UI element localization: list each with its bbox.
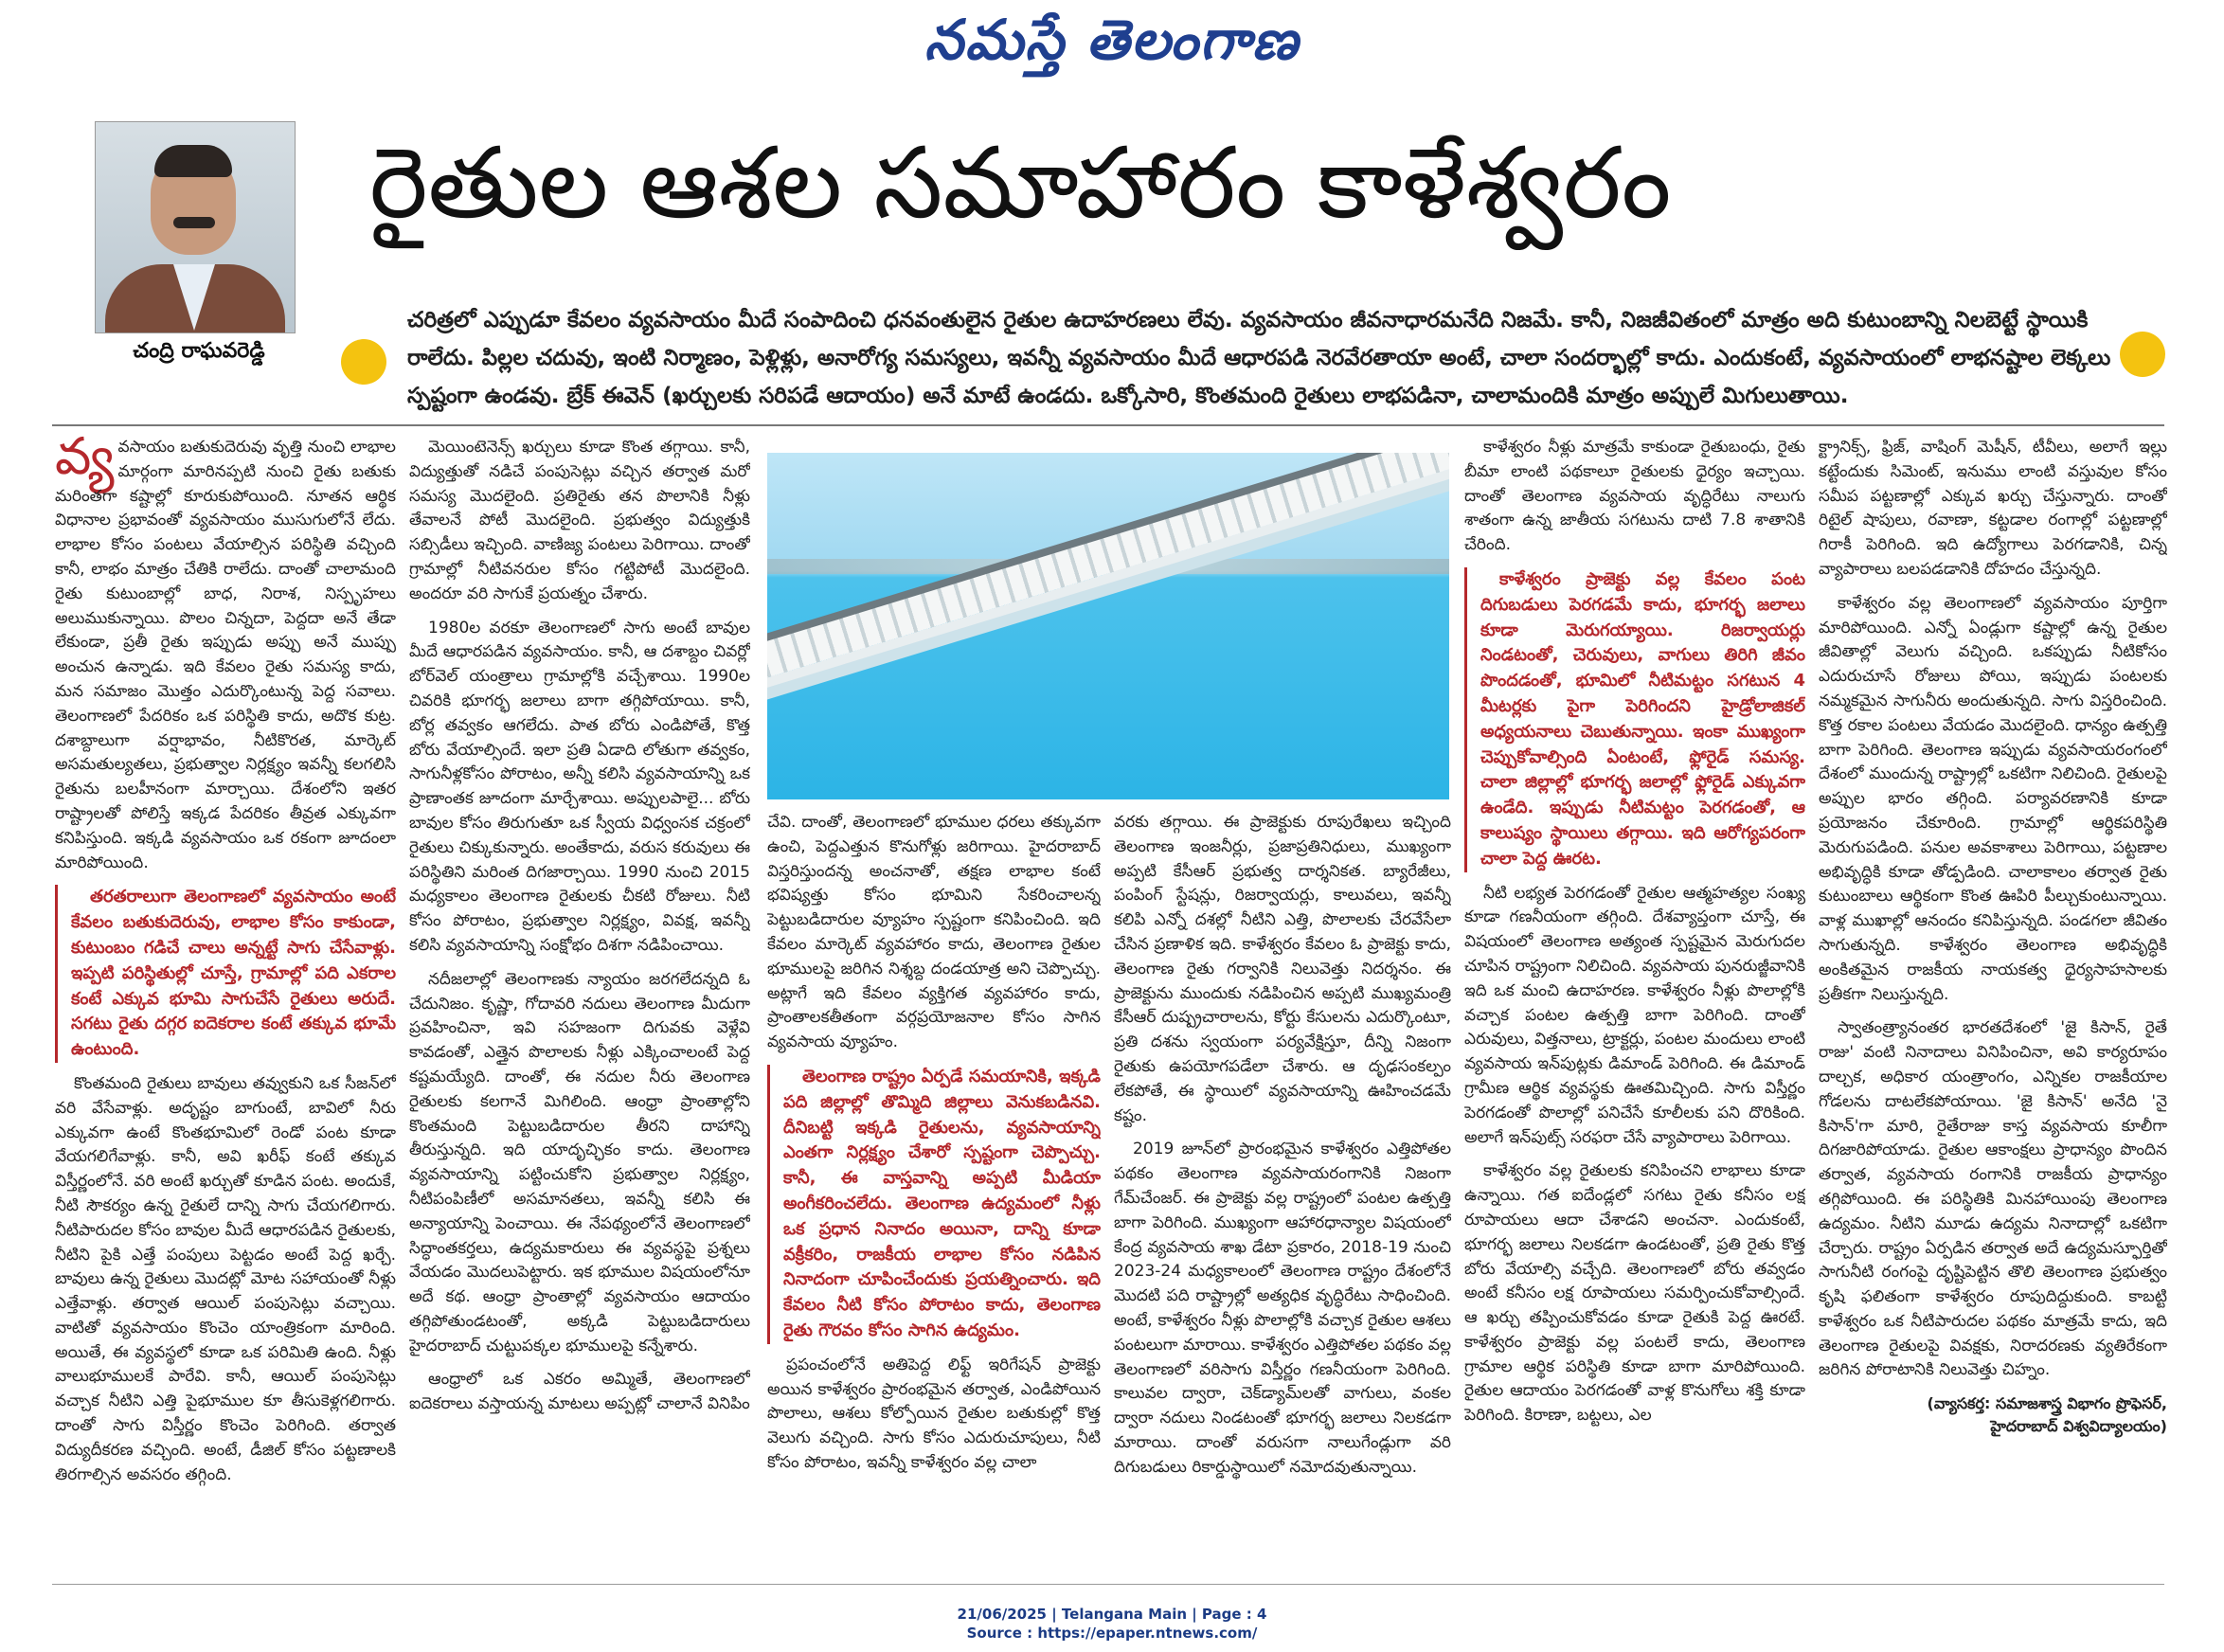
column-6 bbox=[1819, 436, 2167, 1577]
column-1 bbox=[55, 436, 396, 1577]
column-4 bbox=[1114, 811, 1451, 1578]
affiliation-line: హైదరాబాద్ విశ్వవిద్యాలయం) bbox=[1990, 1417, 2167, 1436]
paragraph: స్వాతంత్ర్యానంతర భారతదేశంలో 'జై కిసాన్, రైతే రాజు' వంటి నినాదాలు వినిపించినా, అవి కార్యరూపం దాల్చక, అధికార యంత్రాంగం, ఎన్నికల రాజకీయాల గోడలను దాటలేకపోయాయి. 'జై కిసాన్' అనేది 'నై కిసాన్'గా మారి, రైతేరాజు కాస్త వ్యవసాయ కూలీగా దిగజారిపోయాడు. రైతుల ఆకాంక్షలు ప్రాధాన్యం పొందిన తర్వాత, వ్యవసాయ రంగానికి రాజకీయ ప్రాధాన్యం తగ్గిపోయింది. ఈ పరిస్థితికి మినహాయింపు తెలంగాణ ఉద్యమం. నీటిని మూడు ఉద్యమ నినాదాల్లో ఒకటిగా చేర్చారు. రాష్ట్రం ఏర్పడిన తర్వాత అదే ఉద్యమస్ఫూర్తితో సాగునీటి రంగంపై దృష్టిపెట్టిన తొలి తెలంగాణ ప్రభుత్వం కృషి ఫలితంగా కాళేశ్వరం రూపుదిద్దుకుంది. కాబట్టి కాళేశ్వరం ఒక నీటిపారుదల పథకం మాత్రమే కాదు, ఇది తెలంగాణ రైతులపై వివక్షకు, నిరాదరణకు వ్యతిరేకంగా జరిగిన పోరాటానికి నిలువెత్తు చిహ్నం. bbox=[1819, 1018, 2167, 1380]
paragraph: 2019 జూన్‌లో ప్రారంభమైన కాళేశ్వరం ఎత్తిపోతల పథకం తెలంగాణ వ్యవసాయరంగానికి నిజంగా గేమ్‌చేంజర్. ఈ ప్రాజెక్టు వల్ల రాష్ట్రంలో పంటల ఉత్పత్తి బాగా పెరిగింది. ముఖ్యంగా ఆహారధాన్యాల విషయంలో కేంద్ర వ్యవసాయ శాఖ డేటా ప్రకారం, 2018-19 నుంచి 2023-24 మధ్యకాలంలో తెలంగాణ రాష్ట్రం దేశంలోనే మొదటి పది రాష్ట్రాల్లో అత్యధిక వృద్ధిరేటు సాధించింది. అంటే, కాళేశ్వరం నీళ్లు పొలాల్లోకి వచ్చాక రైతుల ఆశలు పంటలుగా మారాయి. కాళేశ్వరం ఎత్తిపోతల పథకం వల్ల తెలంగాణలో వరిసాగు విస్తీర్ణం గణనీయంగా పెరిగింది. కాలువల ద్వారా, చెక్‌డ్యామ్‌లతో వాగులు, వంకల ద్వారా నదులు నిండటంతో భూగర్భ జలాలు నిలకడగా మారాయి. దాంతో వరుసగా నాలుగేండ్లుగా వరి దిగుబడులు రికార్డుస్థాయిలో నమోదవుతున్నాయి. bbox=[1114, 1140, 1451, 1477]
paragraph: కాళేశ్వరం వల్ల రైతులకు కనిపించని లాభాలు కూడా ఉన్నాయి. గత ఐదేండ్లలో సగటు రైతు కనీసం లక్ష రూపాయలు ఆదా చేశాడని అంచనా. ఎందుకంటే, భూగర్భ జలాలు నిలకడగా ఉండటంతో, ప్రతి రైతు కొత్త బోరు వేయాల్సి వచ్చేది. తెలంగాణలో బోరు తవ్వడం అంటే కనీసం లక్ష రూపాయలు సమర్పించుకోవాల్సిందే. ఆ ఖర్చు తప్పించుకోవడం కూడా రైతుకి పెద్ద ఊరటే. కాళేశ్వరం ప్రాజెక్టు వల్ల పంటలే కాదు, తెలంగాణ గ్రామాల ఆర్థిక పరిస్థితి కూడా బాగా మారిపోయింది. రైతుల ఆదాయం పెరగడంతో వాళ్ల కొనుగోలు శక్తి కూడా పెరిగింది. కిరాణా, బట్టలు, ఎల bbox=[1464, 1161, 1805, 1426]
barrage-photo bbox=[767, 453, 1449, 799]
pull-quote: కాళేశ్వరం ప్రాజెక్టు వల్ల కేవలం పంట దిగుబడులు పెరగడమే కాదు, భూగర్భ జలాలు కూడా మెరుగయ్యాయి. రిజర్వాయర్లు నిండటంతో, చెరువులు, వాగులు తిరిగి జీవం పొందడంతో, భూమిలో నీటిమట్టం సగటున 4 మీటర్లకు పైగా పెరిగిందని హైడ్రోలాజికల్ అధ్యయనాలు చెబుతున్నాయి. ఇంకా ముఖ్యంగా చెప్పుకోవాల్సింది ఏంటంటే, ఫ్లోరైడ్ సమస్య. చాలా జిల్లాల్లో భూగర్భ జలాల్లో ఫ్లోరైడ్ ఎక్కువగా ఉండేది. ఇప్పుడు నీటిమట్టం పెరగడంతో, ఆ కాలుష్యం స్థాయిలు తగ్గాయి. ఇది ఆరోగ్యపరంగా చాలా పెద్ద ఊరట. bbox=[1464, 567, 1805, 872]
headline: రైతుల ఆశల సమాహారం కాళేశ్వరం bbox=[369, 125, 1672, 241]
paragraph: ఆంధ్రాలో ఒక ఎకరం అమ్మితే, తెలంగాణలో ఐదెకరాలు వస్తాయన్న మాటలు అప్పట్లో చాలానే వినిపిం bbox=[409, 1370, 750, 1414]
author-photo bbox=[95, 121, 296, 333]
affiliation-line: (వ్యాసకర్త: సమాజశాస్త్ర విభాగం ప్రొఫెసర్, bbox=[1927, 1394, 2167, 1413]
pull-quote: తరతరాలుగా తెలంగాణలో వ్యవసాయం అంటే కేవలం బతుకుదెరువు, లాభాల కోసం కాకుండా, కుటుంబం గడిచే చాలు అన్నట్టే సాగు చేసేవాళ్లు. ఇప్పటి పరిస్థితుల్లో చూస్తే, గ్రామాల్లో పది ఎకరాల కంటే ఎక్కువ భూమి సాగుచేసే రైతులు అరుదే. సగటు రైతు దగ్గర ఐదెకరాల కంటే తక్కువ భూమే ఉంటుంది. bbox=[55, 885, 396, 1063]
paragraph: క్ట్రానిక్స్, ఫ్రిజ్, వాషింగ్ మెషీన్, టీవీలు, అలాగే ఇల్లు కట్టేందుకు సిమెంట్, ఇనుము లాంటి వస్తువుల కోసం సమీప పట్టణాల్లో ఎక్కువ ఖర్చు చేస్తున్నారు. దాంతో రిటైల్ షాపులు, రవాణా, కట్టడాల రంగాల్లో పట్టణాల్లో గిరాకీ పెరిగింది. ఇది ఉద్యోగాలు పెరగడానికి, చిన్న వ్యాపారాలు బలపడడానికి దోహదం చేస్తున్నది. bbox=[1819, 438, 2167, 579]
edition-info: 21/06/2025 | Telangana Main | Page : 4 bbox=[957, 1606, 1267, 1623]
paragraph: చేవి. దాంతో, తెలంగాణలో భూముల ధరలు తక్కువగా ఉంచి, పెద్దఎత్తున కొనుగోళ్లు జరిగాయి. హైదరాబాద్ విస్తరిస్తుందన్న అంచనాతో, తక్షణ లాభాల కంటే భవిష్యత్తు కోసం భూమిని సేకరించాలన్న పెట్టుబడిదారుల వ్యూహం స్పష్టంగా కనిపించింది. ఇది కేవలం మార్కెట్ వ్యవహారం కాదు, తెలంగాణ రైతుల భూములపై జరిగిన నిశ్శబ్ద దండయాత్ర అని చెప్పొచ్చు. అట్లాగే ఇది కేవలం వ్యక్తిగత వ్యవహారం కాదు, ప్రాంతాలకతీతంగా వర్గప్రయోజనాల కోసం సాగిన వ్యవసాయ వ్యూహం. bbox=[767, 813, 1101, 1052]
paragraph: ప్రపంచంలోనే అతిపెద్ద లిఫ్ట్ ఇరిగేషన్ ప్రాజెక్టు అయిన కాళేశ్వరం ప్రారంభమైన తర్వాత, ఎండిపోయిన పొలాలు, ఆశలు కోల్పోయిన రైతుల బతుకుల్లో కొత్త వెలుగు వచ్చింది. సాగు కోసం ఎదురుచూపులు, నీటి కోసం పోరాటం, ఇవన్నీ కాళేశ్వరం వల్ల చాలా bbox=[767, 1355, 1101, 1472]
column-2 bbox=[409, 436, 750, 1577]
column-5 bbox=[1464, 436, 1805, 1577]
pull-quote: తెలంగాణ రాష్ట్రం ఏర్పడే సమయానికి, ఇక్కడి పది జిల్లాల్లో తొమ్మిది జిల్లాలు వెనుకబడినవి. దీనిబట్టి ఇక్కడి రైతులను, వ్యవసాయాన్ని ఎంతగా నిర్లక్ష్యం చేశారో స్పష్టంగా చెప్పొచ్చు. కానీ, ఈ వాస్తవాన్ని అప్పటి మీడియా అంగీకరించలేదు. తెలంగాణ ఉద్యమంలో నీళ్లు ఒక ప్రధాన నినాదం అయినా, దాన్ని కూడా వక్రీకరిం, రాజకీయ లాభాల కోసం నడిపిన నినాదంగా చూపించేందుకు ప్రయత్నించారు. ఇది కేవలం నీటి కోసం పోరాటం కాదు, తెలంగాణ రైతు గౌరవం కోసం సాగిన ఉద్యమం. bbox=[767, 1065, 1101, 1344]
decorative-circle-icon bbox=[2120, 332, 2165, 377]
paragraph: 1980ల వరకూ తెలంగాణలో సాగు అంటే బావుల మీదే ఆధారపడిన వ్యవసాయం. కానీ, ఆ దశాబ్దం చివర్లో బోర్‌వెల్ యంత్రాలు గ్రామాల్లోకి వచ్చేశాయి. 1990ల చివరికి భూగర్భ జలాలు బాగా తగ్గిపోయాయి. కానీ, బోర్ల తవ్వకం ఆగలేదు. పాత బోరు ఎండిపోతే, కొత్త బోరు వేయాల్సిందే. ఇలా ప్రతి ఏడాది లోతుగా తవ్వకం, సాగునీళ్లకోసం పోరాటం, అన్నీ కలిసి వ్యవసాయాన్ని ఒక ప్రాణాంతక జూదంగా మార్చేశాయి. అప్పులపాలై... బోరు బావుల కోసం తిరుగుతూ ఒక స్వీయ విధ్వంసక చక్రంలో రైతులు చిక్కుకున్నారు. అంతేకాదు, వరుస కరువులు ఈ పరిస్థితిని మరింత దిగజార్చాయి. 1990 నుంచి 2015 మధ్యకాలం తెలంగాణ రైతులకు చీకటి రోజులు. నీటి కోసం పోరాటం, ప్రభుత్వాల నిర్లక్ష్యం, వివక్ష, ఇవన్నీ కలిసి వ్యవసాయాన్ని సంక్షోభం దిశగా నడిపించాయి. bbox=[409, 618, 750, 955]
column-3 bbox=[767, 811, 1101, 1578]
paragraph: నీటి లభ్యత పెరగడంతో రైతుల ఆత్మహత్యల సంఖ్య కూడా గణనీయంగా తగ్గింది. దేశవ్యాప్తంగా చూస్తే, ఈ విషయంలో తెలంగాణ అత్యంత స్పష్టమైన మెరుగుదల చూపిన రాష్ట్రంగా నిలిచింది. వ్యవసాయ పునరుజ్జీవానికి ఇది ఒక మంచి ఉదాహరణ. కాళేశ్వరం నీళ్లు పొలాల్లోకి వచ్చాక పంటల ఉత్పత్తి బాగా పెరిగింది. దాంతో ఎరువులు, విత్తనాలు, ట్రాక్టర్లు, పంటల మందులు లాంటి వ్యవసాయ ఇన్‌పుట్లకు డిమాండ్ పెరిగింది. ఈ డిమాండ్ గ్రామీణ ఆర్థిక వ్యవస్థకు ఊతమిచ్చింది. సాగు విస్తీర్ణం పెరగడంతో పొలాల్లో పనిచేసే కూలీలకు పని దొరికింది. అలాగే ఇన్‌పుట్స్ సరఫరా చేసే వ్యాపారాలు పెరిగాయి. bbox=[1464, 883, 1805, 1147]
author-name: చంద్రి రాఘవరెడ్డి bbox=[133, 339, 265, 363]
paragraph: వరకు తగ్గాయి. ఈ ప్రాజెక్టుకు రూపురేఖలు ఇచ్చింది తెలంగాణ ఇంజనీర్లు, ప్రజాప్రతినిధులు, ముఖ్యంగా అప్పటి కేసీఆర్ ప్రభుత్వ దార్శనికత. బ్యారేజీలు, పంపింగ్ స్టేషన్లు, రిజర్వాయర్లు, కాలువలు, ఇవన్నీ కలిపి ఎన్నో దశల్లో నీటిని ఎత్తి, పొలాలకు చేరవేసేలా చేసిన ప్రణాళిక ఇది. కాళేశ్వరం కేవలం ఓ ప్రాజెక్టు కాదు, తెలంగాణ రైతు గర్వానికి నిలువెత్తు నిదర్శనం. ఈ ప్రాజెక్టును ముందుకు నడిపించిన అప్పటి ముఖ్యమంత్రి కేసీఆర్ దుష్ప్రచారాలను, కోర్టు కేసులను ఎదుర్కొంటూ, ప్రతి దశను స్వయంగా పర్యవేక్షిస్తూ, దీన్ని నిజంగా రైతుకు ఉపయోగపడేలా చేశారు. ఆ దృఢసంకల్పం లేకపోతే, ఈ స్థాయిలో వ్యవసాయాన్ని ఊహించడమే కష్టం. bbox=[1114, 813, 1451, 1125]
divider bbox=[52, 424, 2164, 426]
paragraph: నదీజలాల్లో తెలంగాణకు న్యాయం జరగలేదన్నది ఓ చేదునిజం. కృష్ణా, గోదావరి నదులు తెలంగాణ మీదుగా ప్రవహించినా, ఇవి సహజంగా దిగువకు వెళ్లేవి కావడంతో, ఎత్తైన పొలాలకు నీళ్లు ఎక్కించాలంటే పెద్ద కష్టమయ్యేది. దాంతో, ఈ నదుల నీరు తెలంగాణ రైతులకు కలగానే మిగిలింది. ఆంధ్రా ప్రాంతాల్లోని కొంతమంది పెట్టుబడిదారుల తీరని దాహాన్ని తీరుస్తున్నది. ఇది యాదృచ్ఛికం కాదు. తెలంగాణ వ్యవసాయాన్ని పట్టించుకోని ప్రభుత్వాల నిర్లక్ష్యం, నీటిపంపిణీలో అసమానతలు, ఇవన్నీ కలిసి ఈ అన్యాయాన్ని పెంచాయి. ఈ నేపథ్యంలోనే తెలంగాణలో సిద్ధాంతకర్తలు, ఉద్యమకారులు ఈ వ్యవస్థపై ప్రశ్నలు వేయడం మొదలుపెట్టారు. ఇక భూముల విషయంలోనూ అదే కథ. ఆంధ్రా ప్రాంతాల్లో వ్యవసాయం ఆదాయం తగ్గిపోతుండటంతో, అక్కడి పెట్టుబడిదారులు హైదరాబాద్ చుట్టుపక్కల భూములపై కన్నేశారు. bbox=[409, 969, 750, 1356]
source-link[interactable]: Source : https://epaper.ntnews.com/ bbox=[966, 1625, 1258, 1642]
paragraph: కాళేశ్వరం వల్ల తెలంగాణలో వ్యవసాయం పూర్తిగా మారిపోయింది. ఎన్నో ఏండ్లుగా కష్టాల్లో ఉన్న రైతుల జీవితాల్లో వెలుగు వచ్చింది. ఒకప్పుడు నీటికోసం ఎదురుచూసే రోజులు పోయి, ఇప్పుడు పంటలకు నమ్మకమైన సాగునీరు అందుతున్నది. సాగు విస్తరించింది. కొత్త రకాల పంటలు వేయడం మొదలైంది. ధాన్యం ఉత్పత్తి బాగా పెరిగింది. తెలంగాణ ఇప్పుడు వ్యవసాయరంగంలో దేశంలో ముందున్న రాష్ట్రాల్లో ఒకటిగా నిలిచింది. రైతులపై అప్పుల భారం తగ్గింది. పర్యావరణానికి కూడా ప్రయోజనం చేకూరింది. గ్రామాల్లో ఆర్థికపరిస్థితి మెరుగుపడింది. పనుల అవకాశాలు పెరిగాయి, పట్టణాల అభివృద్ధికి కూడా తోడ్పడింది. చాలాకాలం తర్వాత రైతు కుటుంబాలు ఆర్థికంగా కొంత ఊపిరి పీల్చుకుంటున్నాయి. వాళ్ల ముఖాల్లో ఆనందం కనిపిస్తున్నది. పండగలా జీవితం సాగుతున్నది. కాళేశ్వరం తెలంగాణ అభివృద్ధికి అంకితమైన రాజకీయ నాయకత్వ ధైర్యసాహసాలకు ప్రతీకగా నిలుస్తున్నది. bbox=[1819, 593, 2167, 1004]
footer bbox=[0, 1605, 2224, 1643]
paragraph: మెయింటెనెన్స్ ఖర్చులు కూడా కొంత తగ్గాయి. కానీ, విద్యుత్తుతో నడిచే పంపుసెట్లు వచ్చిన తర్వాత మరో సమస్య మొదలైంది. ప్రతిరైతు తన పొలానికి నీళ్లు తేవాలనే పోటీ మొదలైంది. ప్రభుత్వం విద్యుత్తుకి సబ్సిడీలు ఇచ్చింది. వాణిజ్య పంటలు పెరిగాయి. దాంతో గ్రామాల్లో నీటివనరుల కోసం గట్టిపోటీ మొదలైంది. అందరూ వరి సాగుకే ప్రయత్నం చేశారు. bbox=[409, 438, 750, 603]
author-affiliation bbox=[1819, 1392, 2167, 1438]
paragraph: కాళేశ్వరం నీళ్లు మాత్రమే కాకుండా రైతుబంధు, రైతు బీమా లాంటి పథకాలూ రైతులకు ధైర్యం ఇచ్చాయి. దాంతో తెలంగాణ వ్యవసాయ వృద్ధిరేటు నాలుగు శాతంగా ఉన్న జాతీయ సగటును దాటి 7.8 శాతానికి చేరింది. bbox=[1464, 438, 1805, 555]
paragraph: కొంతమంది రైతులు బావులు తవ్వుకుని ఒక సీజన్‌లో వరి వేసేవాళ్లు. అదృష్టం బాగుంటే, బావిలో నీరు ఎక్కువగా ఉంటే కొంతభూమిలో రెండో పంట కూడా వేయగలిగేవాళ్లు. కానీ, అవి ఖరీఫ్ కంటే తక్కువ విస్తీర్ణంలోనే. వరి అంటే ఖర్చుతో కూడిన పంట. అందుకే, నీటి సౌకర్యం ఉన్న రైతులే దాన్ని సాగు చేయగలిగారు. నీటిపారుదల కోసం బావుల మీదే ఆధారపడిన రైతులకు, నీటిని పైకి ఎత్తే పంపులు పెట్టడం అంటే పెద్ద ఖర్చే. బావులు ఉన్న రైతులు మొదట్లో మోట సహాయంతో నీళ్లు ఎత్తేవాళ్లు. తర్వాత ఆయిల్ పంపుసెట్లు వచ్చాయి. వాటితో వ్యవసాయం కొంచెం యాంత్రికంగా మారింది. అయితే, ఈ వ్యవస్థలో కూడా ఒక పరిమితి ఉంది. నీళ్లు వాలుభూములకే పారేవి. కానీ, ఆయిల్ పంపుసెట్లు వచ్చాక నీటిని ఎత్తి పైభూముల కూ తీసుకెళ్లగలిగారు. దాంతో సాగు విస్తీర్ణం కొంచెం పెరిగింది. తర్వాత విద్యుదీకరణ వచ్చింది. అంటే, డీజిల్ కోసం పట్టణాలకి తిరగాల్సిన అవసరం తగ్గింది. bbox=[55, 1073, 396, 1484]
intro-paragraph: చరిత్రలో ఎప్పుడూ కేవలం వ్యవసాయం మీదే సంపాదించి ధనవంతులైన రైతుల ఉదాహరణలు లేవు. వ్యవసాయం జీవనాధారమనేది నిజమే. కానీ, నిజజీవితంలో మాత్రం అది కుటుంబాన్ని నిలబెట్టే స్థాయికి రాలేదు. పిల్లల చదువు, ఇంటి నిర్మాణం, పెళ్లిళ్లు, అనారోగ్య సమస్యలు, ఇవన్నీ వ్యవసాయం మీదే ఆధారపడి నెరవేరతాయా అంటే, చాలా సందర్భాల్లో కాదు. ఎందుకంటే, వ్యవసాయంలో లాభనష్టాల లెక్కలు స్పష్టంగా ఉండవు. బ్రేక్ ఈవెన్ (ఖర్చులకు సరిపడే ఆదాయం) అనే మాటే ఉండదు. ఒక్కోసారి, కొంతమంది రైతులు లాభపడినా, చాలామందికి మాత్రం అప్పులే మిగులుతాయి. bbox=[407, 308, 2111, 408]
divider bbox=[52, 1584, 2164, 1585]
paragraph: వసాయం బతుకుదెరువు వృత్తి నుంచి లాభాల మార్గంగా మారినప్పటి నుంచి రైతు బతుకు మరింతగా కష్టాల్లో కూరుకుపోయింది. నూతన ఆర్థిక విధానాల ప్రభావంతో వ్యవసాయం ముసుగులోనే లేదు. లాభాల కోసం పంటలు వేయాల్సిన పరిస్థితి వచ్చింది కానీ, లాభం మాత్రం చేతికి రాలేదు. దాంతో చాలామంది రైతు కుటుంబాల్లో బాధ, నిరాశ, నిస్పృహలు అలుముకున్నాయి. పొలం చిన్నదా, పెద్దదా అనే తేడా లేకుండా, ప్రతీ రైతు ఇప్పుడు అప్పు అనే ముప్పు అంచున ఉన్నాడు. ఇది కేవలం రైతు సమస్య కాదు, మన సమాజం మొత్తం ఎదుర్కొంటున్న పెద్ద సవాలు. తెలంగాణలో పేదరికం ఒక పరిస్థితి కాదు, అదొక కుట్ర. దశాబ్దాలుగా వర్షాభావం, నీటికొరత, మార్కెట్ అసమతుల్యతలు, ప్రభుత్వాల నిర్లక్ష్యం ఇవన్నీ కలగలిసి రైతును బలహీనంగా మార్చాయి. దేశంలోని ఇతర రాష్ట్రాలతో పోలిస్తే ఇక్కడ పేదరికం తీవ్రత ఎక్కువగా కనిపిస్తుంది. ఇక్కడి వ్యవసాయం ఒక రకంగా జూదంలా మారిపోయింది. bbox=[55, 438, 396, 872]
decorative-circle-icon bbox=[341, 339, 386, 385]
masthead: నమస్తే తెలంగాణ bbox=[924, 8, 1300, 72]
dropcap: వ్య bbox=[55, 436, 115, 486]
